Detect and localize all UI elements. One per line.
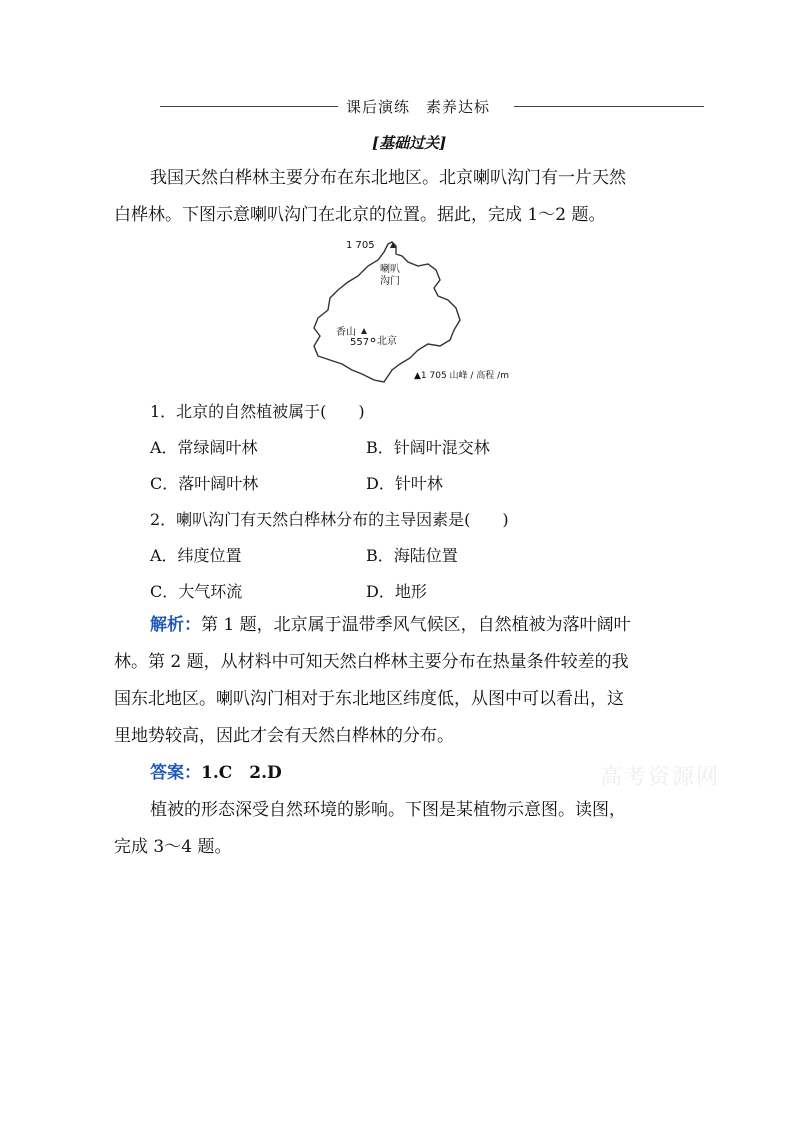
map-legend: ▲1 705 山峰 / 高程 /m: [414, 371, 509, 381]
intro2-line2: 完成 3～4 题。: [114, 837, 232, 857]
analysis-line1-text: 第 1 题，北京属于温带季风气候区，自然植被为落叶阔叶: [201, 615, 631, 635]
place-name-line1: 喇叭: [380, 264, 400, 275]
answer-value: 1.C 2.D: [201, 763, 282, 783]
intro1-line2: 白桦林。下图示意喇叭沟门在北京的位置。据此，完成 1～2 题。: [114, 205, 606, 225]
q1-option-a: A．常绿阔叶林: [150, 438, 258, 457]
q1-option-d: D．针叶林: [366, 474, 443, 493]
xiangshan-label: 香山: [336, 327, 356, 338]
watermark: 高考资源网: [600, 765, 721, 790]
q1-option-c: C．落叶阔叶林: [150, 474, 259, 493]
q2-option-b: B．海陆位置: [366, 546, 458, 565]
beijing-location-map: [300, 236, 540, 386]
q2-option-c: C．大气环流: [150, 582, 243, 601]
header-rule-left: [160, 106, 338, 107]
q1-option-b: B．针阔叶混交林: [366, 438, 490, 457]
intro2-line1: 植被的形态深受自然环境的影响。下图是某植物示意图。读图，: [150, 800, 626, 820]
beijing-label: 北京: [377, 336, 397, 347]
q2-option-d: D．地形: [366, 582, 427, 601]
intro1-line1: 我国天然白桦林主要分布在东北地区。北京喇叭沟门有一片天然: [150, 168, 626, 188]
answer-label: 答案：: [150, 763, 201, 783]
beijing-outline: [300, 236, 540, 386]
q2-option-a: A．纬度位置: [150, 546, 242, 565]
analysis-label: 解析：: [150, 615, 201, 635]
section-title: [基础过关]: [372, 134, 447, 152]
place-name-line2: 沟门: [380, 276, 400, 287]
analysis-line4: 里地势较高，因此才会有天然白桦林的分布。: [114, 726, 454, 746]
q1-stem: 1．北京的自然植被属于( ): [150, 402, 365, 421]
q2-stem: 2．喇叭沟门有天然白桦林分布的主导因素是( ): [150, 510, 509, 529]
xiangshan-elevation: 557: [350, 337, 370, 348]
answer-line: [150, 755, 282, 791]
analysis-line2: 林。第 2 题，从材料中可知天然白桦林主要分布在热量条件较差的我: [114, 652, 629, 672]
analysis-line3: 国东北地区。喇叭沟门相对于东北地区纬度低，从图中可以看出，这: [114, 689, 624, 709]
analysis-line1: [150, 607, 631, 643]
peak-elevation-label: 1 705: [346, 240, 375, 251]
header-rule-right: [514, 106, 704, 107]
header-title: 课后演练 素养达标: [346, 98, 491, 116]
